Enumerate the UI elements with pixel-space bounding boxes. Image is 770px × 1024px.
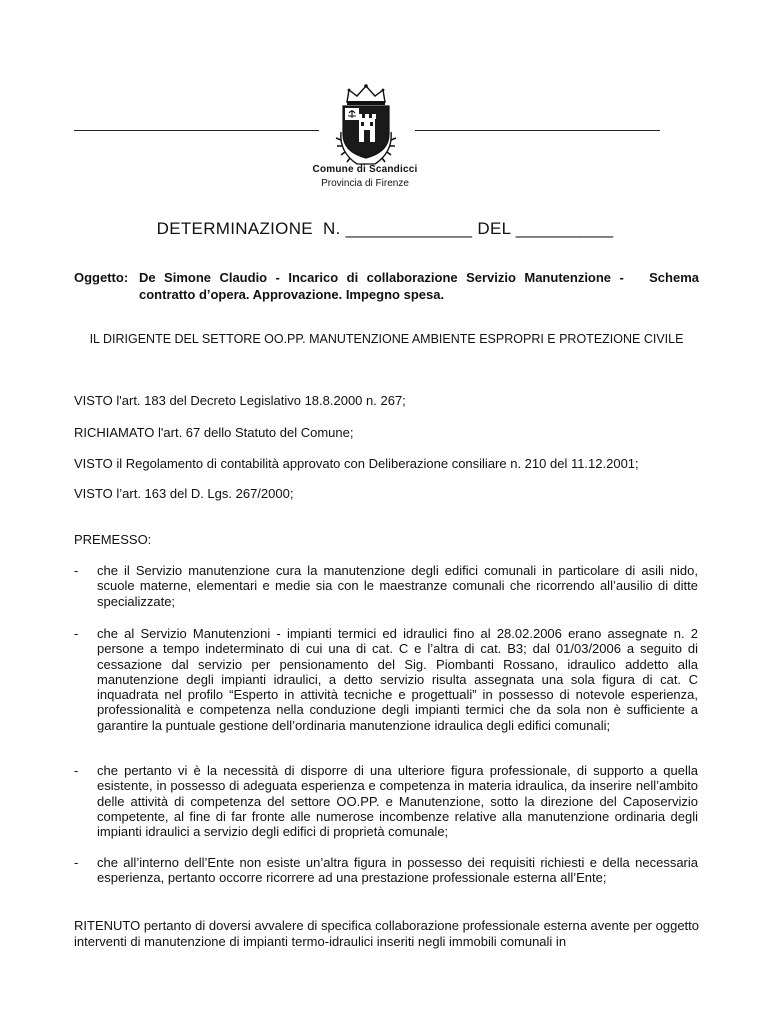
oggetto-text: De Simone Claudio - Incarico di collaborazione Servizio Manutenzione - Schema contratto d’opera. Approvazione. Impegno spesa.: [139, 270, 703, 302]
bullet-marker: -: [74, 563, 79, 578]
oggetto-label: Oggetto:: [74, 270, 129, 285]
premesso-item: che all’interno dell’Ente non esiste un’altra figura in possesso dei requisiti richiesti e della necessaria esperienza, pertanto occorre ricorrere ad una prestazione professionale esterna all’Ente;: [97, 855, 698, 886]
premesso-heading: PREMESSO:: [74, 532, 152, 547]
provincia-name: Provincia di Firenze: [321, 178, 409, 189]
bullet-marker: -: [74, 626, 79, 641]
header-rule-left: [74, 130, 319, 131]
bullet-marker: -: [74, 763, 79, 778]
header-rule-right: [415, 130, 660, 131]
municipal-crest-icon: [327, 82, 405, 168]
premesso-item: che il Servizio manutenzione cura la manutenzione degli edifici comunali in particolare di asili nido, scuole materne, elementari e medie sia con le maestranze comunali che ricorrendo all’ausilio di ditte specializzate;: [97, 563, 698, 609]
richiamato-paragraph: RICHIAMATO l'art. 67 dello Statuto del Comune;: [74, 425, 354, 440]
ritenuto-paragraph: RITENUTO pertanto di doversi avvalere di specifica collaborazione professionale esterna avente per oggetto interventi di manutenzione di impianti termo-idraulici inseriti negli immobili comunali in: [74, 918, 699, 949]
premesso-item: che al Servizio Manutenzioni - impianti termici ed idraulici fino al 28.02.2006 erano assegnate n. 2 persone a tempo indeterminato di cui una di cat. C e l’altra di cat. B3; dal 01/03/2006 a seguito di cessazione dal servizio per pensionamento del Sig. Piombanti Rossano, idraulico addetto alla manutenzione degli impianti idraulici, a detto servizio risulta assegnata una sola figura di cat. C inquadrata nel profilo “Esperto in attività tecniche e progettuali” in possesso di notevole esperienza, professionalità e competenza nella conduzione degli impianti termici che da sola non è sufficiente a garantire la puntuale gestione dell’ordinaria manutenzione idraulica degli edifici comunali;: [97, 626, 698, 733]
premesso-item: che pertanto vi è la necessità di disporre di una ulteriore figura professionale, di supporto a quella esistente, in possesso di adeguata esperienza e competenza in materia idraulica, da inserire nell’ambito delle attività di competenza del settore OO.PP. e Manutenzione, sotto la direzione del Caposervizio competente, al fine di far fronte alle numerose incombenze relative alla manutenzione ordinaria degli impianti idraulici a servizio degli edifici di proprietà comunale;: [97, 763, 698, 840]
comune-name: Comune di Scandicci: [312, 164, 418, 175]
determinazione-title: DETERMINAZIONE N. _____________ DEL __________: [156, 219, 614, 238]
dirigente-heading: IL DIRIGENTE DEL SETTORE OO.PP. MANUTENZIONE AMBIENTE ESPROPRI E PROTEZIONE CIVILE: [89, 332, 684, 346]
visto-paragraph: VISTO il Regolamento di contabilità approvato con Deliberazione consiliare n. 210 del 11.12.2001;: [74, 456, 639, 471]
visto-paragraph: VISTO l’art. 163 del D. Lgs. 267/2000;: [74, 486, 294, 501]
bullet-marker: -: [74, 855, 79, 870]
visto-paragraph: VISTO l'art. 183 del Decreto Legislativo 18.8.2000 n. 267;: [74, 393, 406, 408]
